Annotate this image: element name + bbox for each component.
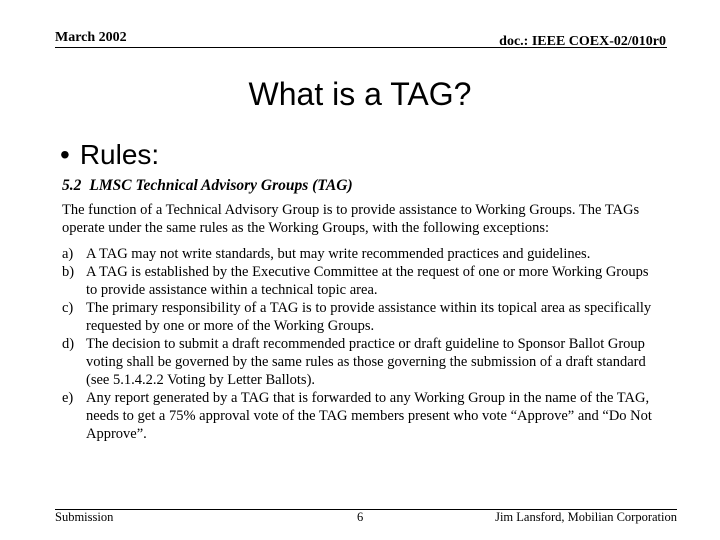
list-item-label: b) [62, 264, 75, 280]
section-title: LMSC Technical Advisory Groups (TAG) [89, 177, 353, 194]
list-item-text: A TAG is established by the Executive Committee at the request of one or more Working Groups to provide assistance within a technical topic area. [86, 264, 649, 298]
section-heading [62, 177, 353, 195]
list-item [62, 335, 662, 389]
footer-submission: Submission [55, 510, 114, 524]
list-item [62, 263, 662, 299]
header-rule [55, 47, 667, 48]
bullet-text: Rules: [79, 139, 160, 170]
list-item [62, 245, 662, 263]
slide-title: What is a TAG? [248, 76, 472, 112]
list-item [62, 299, 662, 335]
bullet-rules [60, 139, 159, 171]
footer-page-number: 6 [357, 510, 364, 524]
header-date: March 2002 [55, 30, 127, 45]
list-item-text: A TAG may not write standards, but may write recommended practices and guidelines. [86, 246, 591, 262]
list-item-label: d) [62, 336, 75, 352]
list-item-text: Any report generated by a TAG that is forwarded to any Working Group in the name of the TAG, needs to get a 75% approval vote of the TAG members present who vote “Approve” and “Do Not Approve”. [86, 390, 652, 442]
list-item-text: The primary responsibility of a TAG is to provide assistance within its topical area as specifically requested by one or more of the Working Groups. [86, 300, 652, 334]
list-item [62, 389, 662, 443]
list-item-label: c) [62, 300, 74, 316]
header-doc-id: doc.: IEEE COEX-02/010r0 [499, 34, 666, 49]
section-number: 5.2 [62, 177, 82, 194]
section-intro: The function of a Technical Advisory Group is to provide assistance to Working Groups. The TAGs operate under the same rules as the Working Groups, with the following exceptions: [62, 202, 640, 236]
footer-author: Jim Lansford, Mobilian Corporation [495, 510, 677, 524]
list-item-label: a) [62, 246, 74, 262]
list-item-label: e) [62, 390, 74, 406]
exceptions-list [62, 245, 662, 443]
bullet-marker: • [60, 139, 70, 170]
list-item-text: The decision to submit a draft recommended practice or draft guideline to Sponsor Ballot Group voting shall be governed by the same rules as those governing the submission of a draft standard (see 5.1.4.2.2 Voting by Letter Ballots). [86, 336, 646, 388]
